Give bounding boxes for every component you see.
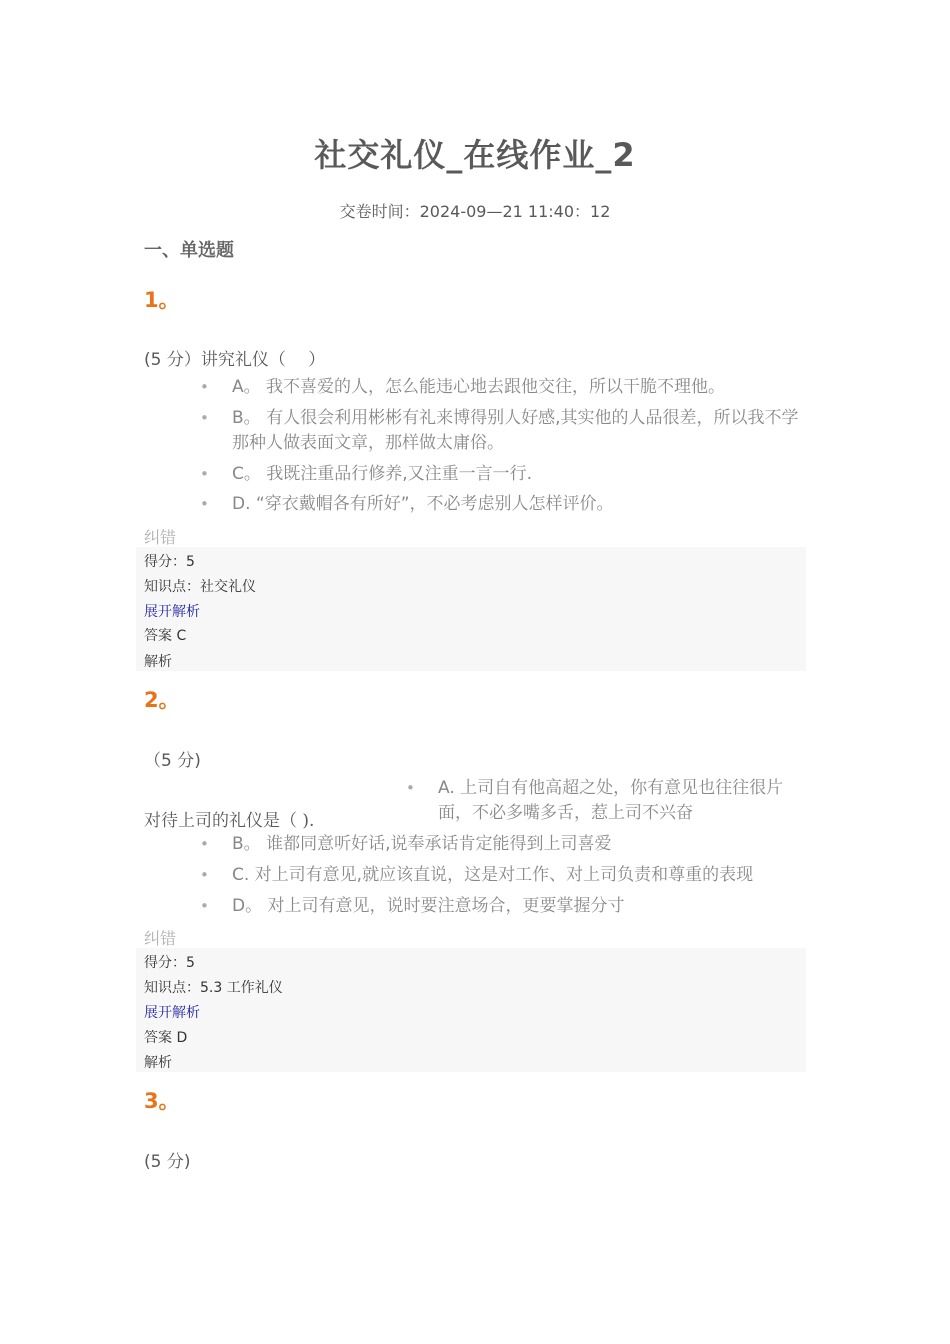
option-text: B。 有人很会利用彬彬有礼来博得别人好感,其实他的人品很差，所以我不学那种人做表面文章，那样做太庸俗。 [232, 408, 799, 453]
page-title: 社交礼仪_在线作业_2 [314, 136, 636, 174]
question-stem: (5 分）讲究礼仪（ ） [144, 350, 326, 370]
option-d[interactable] [200, 894, 810, 919]
bullet-icon: • [200, 897, 209, 915]
option-text: D. “穿衣戴帽各有所好”，不必考虑别人怎样评价。 [232, 494, 614, 514]
option-text: B。 谁都同意听好话,说奉承话肯定能得到上司喜爱 [232, 834, 612, 854]
option-c[interactable] [200, 462, 810, 487]
knowledge-point: 知识点：5.3 工作礼仪 [144, 980, 283, 996]
option-text: C。 我既注重品行修养,又注重一言一行. [232, 464, 533, 484]
option-b[interactable] [200, 832, 810, 857]
option-text: A. 上司自有他高超之处，你有意见也往往很片面，不必多嘴多舌，惹上司不兴奋 [438, 778, 784, 823]
result-panel [136, 547, 806, 671]
result-panel [136, 948, 806, 1072]
option-a[interactable] [200, 375, 810, 400]
submit-time: 交卷时间：2024-09—21 11:40：12 [339, 202, 611, 221]
answer-text: 答案 D [144, 1030, 188, 1046]
option-text: A。 我不喜爱的人，怎么能违心地去跟他交往，所以干脆不理他。 [232, 377, 726, 397]
report-error-link[interactable]: 纠错 [144, 528, 177, 547]
bullet-icon: • [200, 465, 209, 483]
expand-analysis-link[interactable]: 展开解析 [144, 1005, 200, 1021]
question-stem: 对待上司的礼仪是（ ). [144, 811, 315, 831]
option-c[interactable] [200, 863, 810, 888]
expand-analysis-link[interactable]: 展开解析 [144, 604, 200, 620]
bullet-icon: • [200, 378, 209, 396]
score-text: 得分：5 [144, 554, 195, 570]
analysis-label: 解析 [144, 1055, 172, 1071]
option-text: D。 对上司有意见，说时要注意场合，更要掌握分寸 [232, 896, 625, 916]
bullet-icon: • [200, 835, 209, 853]
option-b[interactable] [200, 406, 810, 456]
knowledge-point: 知识点：社交礼仪 [144, 579, 256, 595]
option-a[interactable] [406, 776, 806, 826]
question-number: 3。 [144, 1089, 180, 1113]
question-score: (5 分) [144, 1152, 191, 1172]
option-text: C. 对上司有意见,就应该直说，这是对工作、对上司负责和尊重的表现 [232, 865, 754, 885]
option-d[interactable] [200, 492, 810, 517]
bullet-icon: • [406, 779, 415, 797]
report-error-link[interactable]: 纠错 [144, 929, 177, 948]
answer-text: 答案 C [144, 628, 187, 644]
score-text: 得分：5 [144, 955, 195, 971]
bullet-icon: • [200, 866, 209, 884]
section-title: 一、单选题 [144, 240, 234, 261]
analysis-label: 解析 [144, 654, 172, 670]
bullet-icon: • [200, 409, 209, 427]
question-score: （5 分) [144, 751, 201, 771]
question-number: 2。 [144, 688, 180, 712]
question-number: 1。 [144, 288, 180, 312]
bullet-icon: • [200, 495, 209, 513]
